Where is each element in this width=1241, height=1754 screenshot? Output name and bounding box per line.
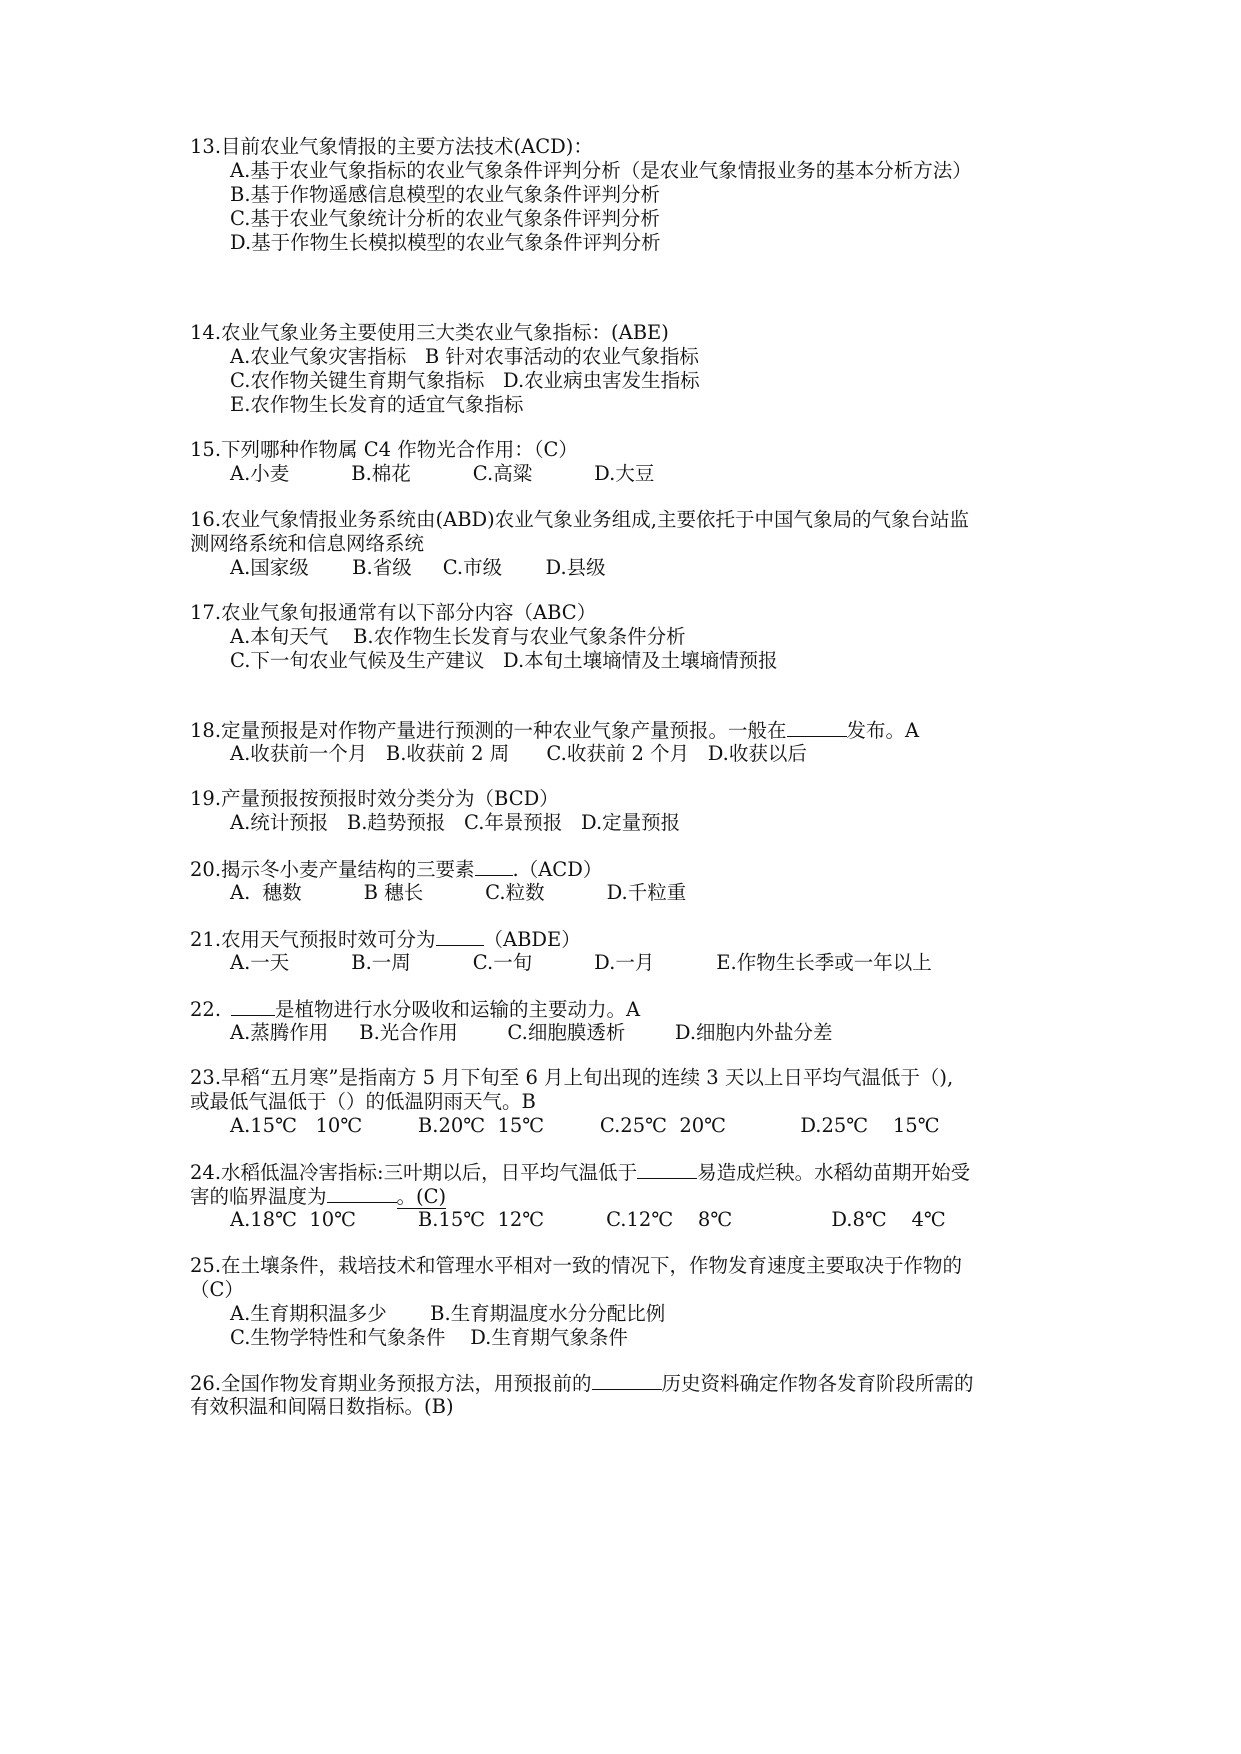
question-20-text-b: .（ACD） — [512, 858, 603, 881]
question-23-stem: 23.早稻“五月寒”是指南方 5 月下旬至 6 月上旬出现的连续 3 天以上日平均气温低于（), — [190, 1066, 954, 1089]
answer-blank — [327, 1184, 397, 1203]
question-22-options: A.蒸腾作用 B.光合作用 C.细胞膜透析 D.细胞内外盐分差 — [230, 1021, 833, 1044]
question-22-text: 是植物进行水分吸收和运输的主要动力。A — [275, 998, 641, 1021]
question-13-option-b: B.基于作物遥感信息模型的农业气象条件评判分析 — [230, 183, 661, 206]
question-21-text-a: 21.农用天气预报时效可分为 — [190, 928, 436, 951]
question-24-text-b: 易造成烂秧。水稻幼苗期开始受 — [697, 1161, 971, 1184]
answer-blank — [436, 927, 484, 946]
answer-blank — [637, 1160, 697, 1179]
question-20-stem — [190, 857, 602, 881]
question-19-stem: 19.产量预报按预报时效分类分为（BCD） — [190, 787, 559, 810]
question-14-stem: 14.农业气象业务主要使用三大类农业气象指标：(ABE) — [190, 321, 669, 344]
question-24-text-a: 24.水稻低温冷害指标:三叶期以后，日平均气温低于 — [190, 1161, 638, 1184]
question-22-number: 22. — [190, 998, 222, 1021]
question-17-options-1: A.本旬天气 B.农作物生长发育与农业气象条件分析 — [230, 625, 686, 648]
question-13-stem: 13.目前农业气象情报的主要方法技术(ACD)： — [190, 135, 593, 158]
question-25-options-1: A.生育期积温多少 B.生育期温度水分分配比例 — [230, 1302, 666, 1325]
question-18-text-b: 发布。A — [846, 719, 920, 742]
question-25-stem-cont: （C） — [190, 1278, 244, 1301]
question-25-stem: 25.在土壤条件，栽培技术和管理水平相对一致的情况下，作物发育速度主要取决于作物的 — [190, 1254, 963, 1277]
question-24-stem — [190, 1160, 970, 1184]
question-21-text-b: （ABDE） — [483, 928, 581, 951]
question-18-stem — [190, 718, 919, 742]
question-13-option-a: A.基于农业气象指标的农业气象条件评判分析（是农业气象情报业务的基本分析方法） — [230, 159, 972, 182]
answer-blank — [475, 857, 513, 876]
question-26-stem-cont: 有效积温和间隔日数指标。(B) — [190, 1395, 454, 1418]
question-16-stem-cont: 测网络系统和信息网络系统 — [190, 532, 425, 555]
question-21-options: A.一天 B.一周 C.一旬 D.一月 E.作物生长季或一年以上 — [230, 951, 932, 974]
question-23-options: A.15℃ 10℃ B.20℃ 15℃ C.25℃ 20℃ D.25℃ 15℃ — [230, 1114, 940, 1137]
answer-blank — [787, 718, 847, 737]
answer-blank — [231, 997, 275, 1016]
question-13-option-d: D.基于作物生长模拟模型的农业气象条件评判分析 — [230, 231, 661, 254]
question-26-text-b: 历史资料确定作物各发育阶段所需的 — [661, 1372, 974, 1395]
question-22-stem — [190, 997, 640, 1021]
question-16-stem: 16.农业气象情报业务系统由(ABD)农业气象业务组成,主要依托于中国气象局的气象台站监 — [190, 508, 969, 531]
question-24-stem-cont — [190, 1184, 446, 1208]
question-20-options: A. 穗数 B 穗长 C.粒数 D.千粒重 — [230, 881, 687, 904]
question-17-options-2: C.下一旬农业气候及生产建议 D.本旬土壤墒情及土壤墒情预报 — [230, 649, 778, 672]
question-16-options: A.国家级 B.省级 C.市级 D.县级 — [230, 556, 606, 579]
question-26-stem — [190, 1371, 974, 1395]
question-25-options-2: C.生物学特性和气象条件 D.生育期气象条件 — [230, 1326, 628, 1349]
question-26-text-a: 26.全国作物发育期业务预报方法，用预报前的 — [190, 1372, 592, 1395]
question-24-text-d: 。(C) — [396, 1185, 447, 1208]
question-13-option-c: C.基于农业气象统计分析的农业气象条件评判分析 — [230, 207, 660, 230]
question-24-options: A.18℃ 10℃ B.15℃ 12℃ C.12℃ 8℃ D.8℃ 4℃ — [230, 1208, 946, 1231]
question-18-options: A.收获前一个月 B.收获前 2 周 C.收获前 2 个月 D.收获以后 — [230, 742, 807, 765]
question-23-stem-cont: 或最低气温低于（）的低温阴雨天气。B — [190, 1090, 536, 1113]
question-15-options: A.小麦 B.棉花 C.高粱 D.大豆 — [230, 462, 655, 485]
question-24-text-c: 害的临界温度为 — [190, 1185, 327, 1208]
question-15-stem: 15.下列哪种作物属 C4 作物光合作用：（C） — [190, 438, 578, 461]
question-21-stem — [190, 927, 581, 951]
question-14-options-3: E.农作物生长发育的适宜气象指标 — [230, 393, 524, 416]
answer-blank — [592, 1371, 662, 1390]
question-14-options-2: C.农作物关键生育期气象指标 D.农业病虫害发生指标 — [230, 369, 700, 392]
question-20-text-a: 20.揭示冬小麦产量结构的三要素 — [190, 858, 475, 881]
question-19-options: A.统计预报 B.趋势预报 C.年景预报 D.定量预报 — [230, 811, 681, 834]
question-14-options-1: A.农业气象灾害指标 B 针对农事活动的农业气象指标 — [230, 345, 699, 368]
question-17-stem: 17.农业气象旬报通常有以下部分内容（ABC） — [190, 601, 597, 624]
question-18-text-a: 18.定量预报是对作物产量进行预测的一种农业气象产量预报。一般在 — [190, 719, 787, 742]
